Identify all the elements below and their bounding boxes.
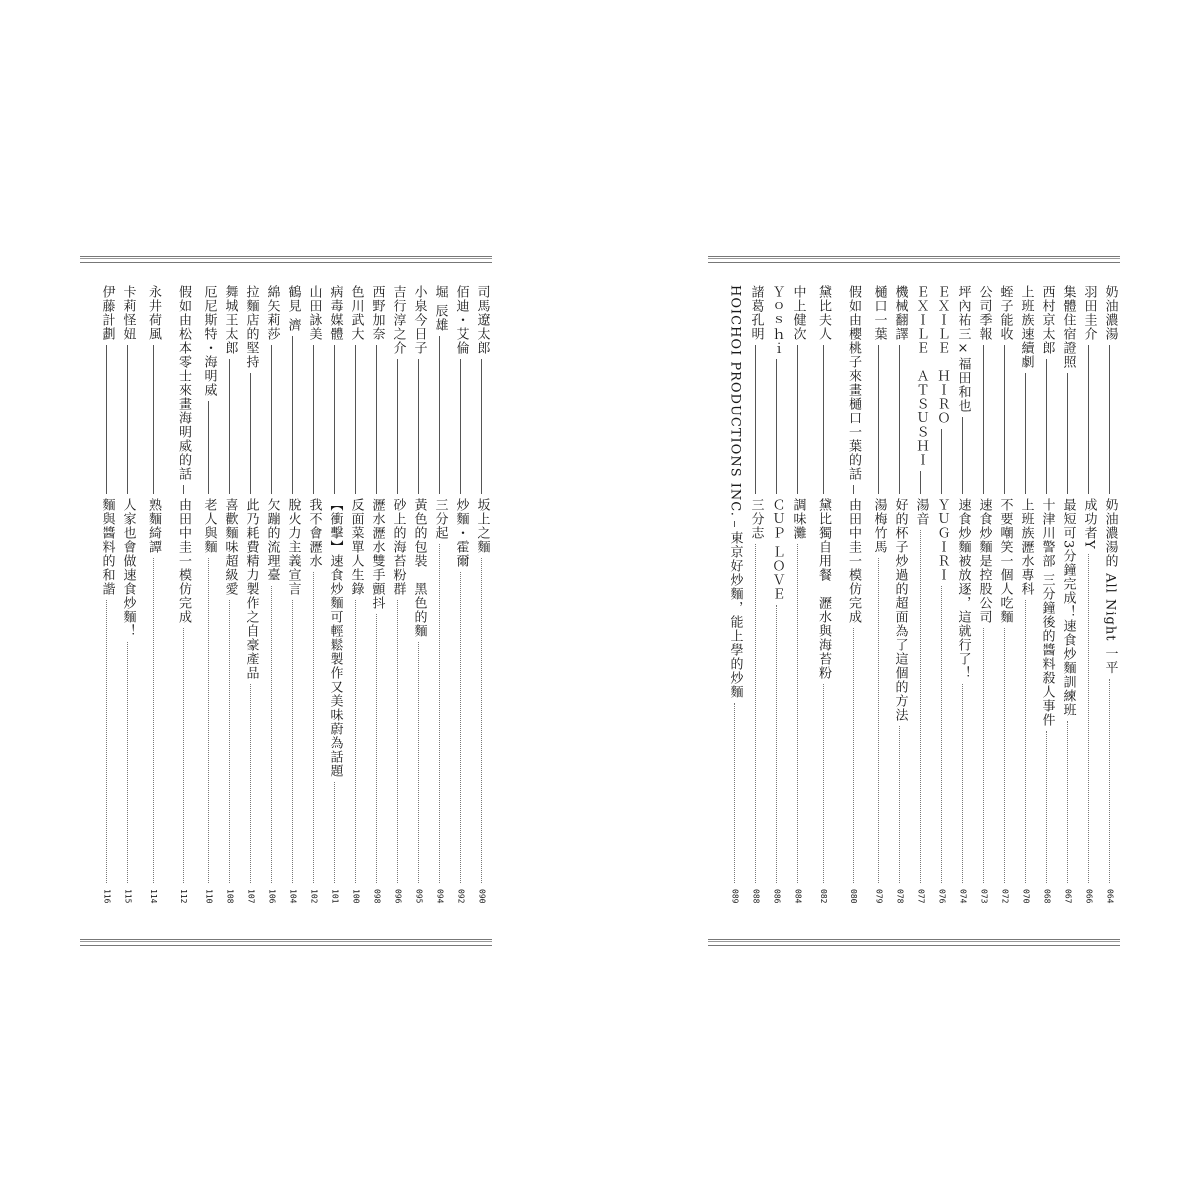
toc-entries-right — [708, 285, 1120, 903]
toc-entry — [868, 285, 889, 903]
dot-leader — [334, 782, 335, 883]
toc-entry — [219, 285, 240, 903]
page-number: 101 — [330, 888, 340, 903]
page-number: 076 — [937, 888, 947, 903]
page-number: 080 — [849, 888, 858, 903]
leader-line — [229, 359, 230, 494]
entry-author: 坪內祐三×福田和也 — [955, 285, 971, 413]
dot-leader — [920, 530, 921, 883]
page-number: 116 — [102, 888, 112, 903]
entry-author: 永井荷風 — [146, 285, 161, 341]
leader-line — [250, 373, 251, 494]
toc-entry — [973, 285, 994, 903]
entry-title: 麵與醬料的和諧 — [99, 498, 115, 596]
leader-line — [460, 359, 461, 494]
dot-leader — [313, 572, 314, 883]
leader-line — [376, 345, 377, 494]
bottom-double-rule — [80, 939, 492, 946]
toc-entry — [366, 285, 387, 903]
toc-entry — [117, 285, 138, 903]
dot-leader — [853, 628, 854, 883]
toc-entry — [261, 285, 282, 903]
toc-entry — [240, 285, 261, 903]
top-double-rule — [80, 256, 492, 263]
entry-title: 成功者Y — [1081, 498, 1097, 550]
entry-title: 由田中圭一模仿完成 — [176, 498, 191, 624]
page-number: 073 — [979, 888, 989, 903]
leader-line — [878, 345, 879, 494]
dot-leader — [153, 558, 154, 883]
entry-title: 人家也會做速食炒麵！ — [120, 498, 136, 638]
dot-leader — [183, 628, 184, 883]
leader-line — [734, 521, 735, 527]
entry-title: 喜歡麵味超級愛 — [222, 498, 238, 596]
page-number: 096 — [393, 888, 403, 903]
entry-title: 調味灘 — [790, 498, 806, 540]
entry-author: 山田詠美 — [306, 285, 322, 341]
toc-entry — [766, 285, 787, 903]
leader-line — [983, 345, 984, 494]
page-number: 072 — [1000, 888, 1010, 903]
page-number: 107 — [246, 888, 256, 903]
entry-author: 司馬遼太郎 — [474, 285, 490, 355]
dot-leader — [797, 544, 798, 883]
entry-author: 綿矢莉莎 — [264, 285, 280, 341]
bottom-double-rule — [708, 939, 1120, 946]
page-number: 090 — [477, 888, 487, 903]
entry-title: 湯梅竹馬 — [871, 498, 887, 554]
page-number: 067 — [1063, 888, 1073, 903]
entry-author: 樋口一葉 — [871, 285, 887, 341]
leader-line — [853, 485, 854, 494]
entry-author: 拉麵店的堅持 — [243, 285, 259, 369]
dot-leader — [1067, 721, 1068, 882]
toc-entry — [1057, 285, 1078, 903]
toc-entry — [994, 285, 1015, 903]
dot-leader — [983, 628, 984, 883]
dot-leader — [776, 605, 777, 882]
dot-leader — [460, 572, 461, 883]
leader-line — [776, 359, 777, 494]
leader-line — [1004, 345, 1005, 494]
toc-entry — [96, 285, 117, 903]
toc-entry — [345, 285, 366, 903]
leader-line — [755, 345, 756, 494]
page-number: 114 — [149, 888, 158, 903]
entry-author: 羽田圭介 — [1081, 285, 1097, 341]
dot-leader — [755, 544, 756, 883]
page-number: 068 — [1042, 888, 1052, 903]
entry-title: 速食炒麵是控股公司 — [976, 498, 992, 624]
page-number: 066 — [1084, 888, 1094, 903]
entry-author: 鶴見 濟 — [285, 285, 301, 333]
toc-entry — [808, 285, 838, 903]
toc-entry — [931, 285, 952, 903]
entry-author: 佰迪・艾倫 — [453, 285, 469, 355]
dot-leader — [355, 600, 356, 883]
page-number: 089 — [730, 888, 740, 903]
entry-title: 湯音 — [913, 498, 929, 526]
page-number: 094 — [435, 888, 445, 903]
entry-title: 坂上之麵 — [474, 498, 490, 554]
entry-author: 吉行淳之介 — [390, 285, 406, 355]
toc-entry — [1099, 285, 1120, 903]
page-number: 106 — [267, 888, 277, 903]
dot-leader — [292, 600, 293, 883]
leader-line — [797, 345, 798, 494]
dot-leader — [1046, 731, 1047, 882]
leader-line — [397, 359, 398, 494]
dot-leader — [106, 600, 107, 883]
entry-author: 堀 辰雄 — [432, 285, 448, 333]
dot-leader — [439, 544, 440, 883]
entry-title: 欠蹦的流理臺 — [264, 498, 280, 582]
entry-author: 機械翻譯 — [892, 285, 908, 341]
toc-entry — [952, 285, 973, 903]
leader-line — [1025, 373, 1026, 494]
dot-leader — [962, 684, 963, 883]
toc-entry — [282, 285, 303, 903]
entry-author: 假如由松本零士來畫海明威的話 — [176, 285, 191, 481]
entry-title: 不要嘲笑一個人吃麵 — [997, 498, 1013, 624]
entry-author: HOICHOI PRODUCTIONS INC. — [727, 285, 743, 517]
dot-leader — [376, 614, 377, 883]
leader-line — [941, 429, 942, 494]
toc-entry — [387, 285, 408, 903]
dot-leader — [941, 586, 942, 883]
leader-line — [1088, 345, 1089, 494]
leader-line — [127, 345, 128, 494]
entry-title: 由田中圭一模仿完成 — [846, 498, 861, 624]
leader-line — [1109, 345, 1110, 494]
entry-author: 厄尼斯特・海明威 — [201, 285, 217, 397]
entry-author: 奶油濃湯 — [1102, 285, 1118, 341]
page-number: 086 — [772, 888, 782, 903]
toc-entry — [724, 285, 745, 903]
page-number: 077 — [916, 888, 926, 903]
toc-entry — [838, 285, 868, 903]
entry-title: 上班族瀝水專科 — [1018, 498, 1034, 596]
toc-entry — [408, 285, 429, 903]
dot-leader — [1025, 600, 1026, 883]
toc-entry — [1036, 285, 1057, 903]
toc-entry — [198, 285, 219, 903]
dot-leader — [734, 703, 735, 883]
entry-author: 色川武大 — [348, 285, 364, 341]
leader-line — [439, 336, 440, 494]
page-number: 112 — [179, 888, 188, 903]
entry-title: 十津川警部 三分鐘後的醬料殺人事件 — [1039, 498, 1055, 728]
dot-leader — [1004, 628, 1005, 883]
page-number: 098 — [372, 888, 382, 903]
dot-leader — [899, 726, 900, 883]
right-page — [708, 0, 1120, 1200]
page-number: 092 — [456, 888, 466, 903]
leader-line — [183, 485, 184, 494]
page-number: 079 — [874, 888, 884, 903]
entry-author: 伊藤計劃 — [99, 285, 115, 341]
leader-line — [208, 401, 209, 494]
leader-line — [920, 471, 921, 494]
page-number: 115 — [123, 888, 133, 903]
entry-author: 舞城王太郎 — [222, 285, 238, 355]
top-double-rule — [708, 256, 1120, 263]
entry-title: 黛比獨自用餐 瀝水與海苔粉 — [816, 498, 831, 680]
toc-entry — [1078, 285, 1099, 903]
toc-entry — [450, 285, 471, 903]
dot-leader — [397, 600, 398, 883]
entry-title: 最短可3分鐘完成！速食炒麵訓練班 — [1060, 498, 1076, 718]
entry-author: ＥＸＩＬＥ ＨＩＲＯ — [934, 285, 950, 425]
entry-author: 蛭子能收 — [997, 285, 1013, 341]
toc-entry — [324, 285, 345, 903]
entry-title: 反面菜單人生錄 — [348, 498, 364, 596]
page-number: 070 — [1021, 888, 1031, 903]
entry-title: ＣＵＰ ＬＯＶＥ — [769, 498, 785, 602]
entry-title: 脫火力主義宣言 — [285, 498, 301, 596]
entry-title: 【衝擊】速食炒麵可輕鬆製作又美味蔚為話題 — [327, 498, 343, 778]
leader-line — [153, 345, 154, 494]
page-number: 108 — [225, 888, 235, 903]
entry-author: 集體住宿證照 — [1060, 285, 1076, 369]
leader-line — [962, 417, 963, 494]
entry-title: 老人與麵 — [201, 498, 217, 554]
entry-author: 病毒媒體 — [327, 285, 343, 341]
leader-line — [899, 345, 900, 494]
entry-author: 中上健次 — [790, 285, 806, 341]
leader-line — [271, 345, 272, 494]
entry-author: 假如由櫻桃子來畫樋口一葉的話 — [846, 285, 861, 481]
page-number: 074 — [958, 888, 968, 903]
leader-line — [481, 359, 482, 494]
dot-leader — [823, 684, 824, 883]
entry-author: 公司季報 — [976, 285, 992, 341]
leader-line — [292, 336, 293, 494]
toc-entry — [889, 285, 910, 903]
entry-author: 卡莉怪妞 — [120, 285, 136, 341]
toc-entry — [910, 285, 931, 903]
toc-entry — [168, 285, 198, 903]
entry-title: 奶油濃湯的 All Night 一平 — [1102, 498, 1118, 675]
page-number: 100 — [351, 888, 361, 903]
entry-author: 西村京太郎 — [1039, 285, 1055, 355]
toc-entry — [787, 285, 808, 903]
page-number: 064 — [1105, 888, 1115, 903]
entry-author: 諸葛孔明 — [748, 285, 764, 341]
page-number: 082 — [819, 888, 828, 903]
toc-entry — [471, 285, 492, 903]
leader-line — [418, 359, 419, 494]
page-number: 110 — [204, 888, 214, 903]
leader-line — [313, 345, 314, 494]
toc-entry — [303, 285, 324, 903]
entry-title: 瀝水瀝水雙手顫抖 — [369, 498, 385, 610]
toc-entry — [745, 285, 766, 903]
dot-leader — [271, 586, 272, 883]
entry-title: 三分志 — [748, 498, 764, 540]
page-number: 104 — [288, 888, 298, 903]
entry-author: 西野加奈 — [369, 285, 385, 341]
dot-leader — [878, 558, 879, 883]
left-page — [80, 0, 492, 1200]
leader-line — [355, 345, 356, 494]
entry-title: ＹＵＧＩＲＩ — [934, 498, 950, 582]
entry-title: 速食炒麵被放逐，這就行了！ — [955, 498, 971, 680]
toc-entry — [429, 285, 450, 903]
page-number: 102 — [309, 888, 319, 903]
leader-line — [106, 345, 107, 494]
entry-author: 小泉今日子 — [411, 285, 427, 355]
entry-title: 我不會瀝水 — [306, 498, 322, 568]
dot-leader — [1088, 554, 1089, 883]
dot-leader — [418, 642, 419, 883]
entry-author: Ｙｏｓｈｉ — [769, 285, 785, 355]
entry-author: 黛比夫人 — [816, 285, 831, 341]
page-number: 078 — [895, 888, 905, 903]
page-number: 088 — [751, 888, 761, 903]
dot-leader — [1109, 679, 1110, 883]
dot-leader — [208, 558, 209, 883]
entry-author: ＥＸＩＬＥ ＡＴＳＵＳＨＩ — [913, 285, 929, 467]
leader-line — [823, 345, 824, 494]
entry-title: 三分起 — [432, 498, 448, 540]
page-number: 084 — [793, 888, 803, 903]
dot-leader — [127, 642, 128, 883]
dot-leader — [481, 558, 482, 883]
entry-title: 黃色的包裝 黑色的麵 — [411, 498, 427, 638]
leader-line — [1067, 373, 1068, 494]
entry-title: 熟麵綺譚 — [146, 498, 161, 554]
toc-entries-left — [80, 285, 492, 903]
toc-entry — [1015, 285, 1036, 903]
entry-title: 東京好炒麵，能上學的炒麵 — [727, 530, 743, 699]
entry-author: 上班族速續劇 — [1018, 285, 1034, 369]
entry-title: 砂上的海苔粉群 — [390, 498, 406, 596]
page-number: 095 — [414, 888, 424, 903]
entry-title: 炒麵・霍爾 — [453, 498, 469, 568]
entry-title: 好的杯子炒過的超面為了這個的方法 — [892, 498, 908, 722]
leader-line — [1046, 359, 1047, 494]
toc-entry — [138, 285, 168, 903]
dot-leader — [250, 684, 251, 883]
dot-leader — [229, 600, 230, 883]
leader-line — [334, 345, 335, 494]
entry-title: 此乃耗費精力製作之自豪產品 — [243, 498, 259, 680]
